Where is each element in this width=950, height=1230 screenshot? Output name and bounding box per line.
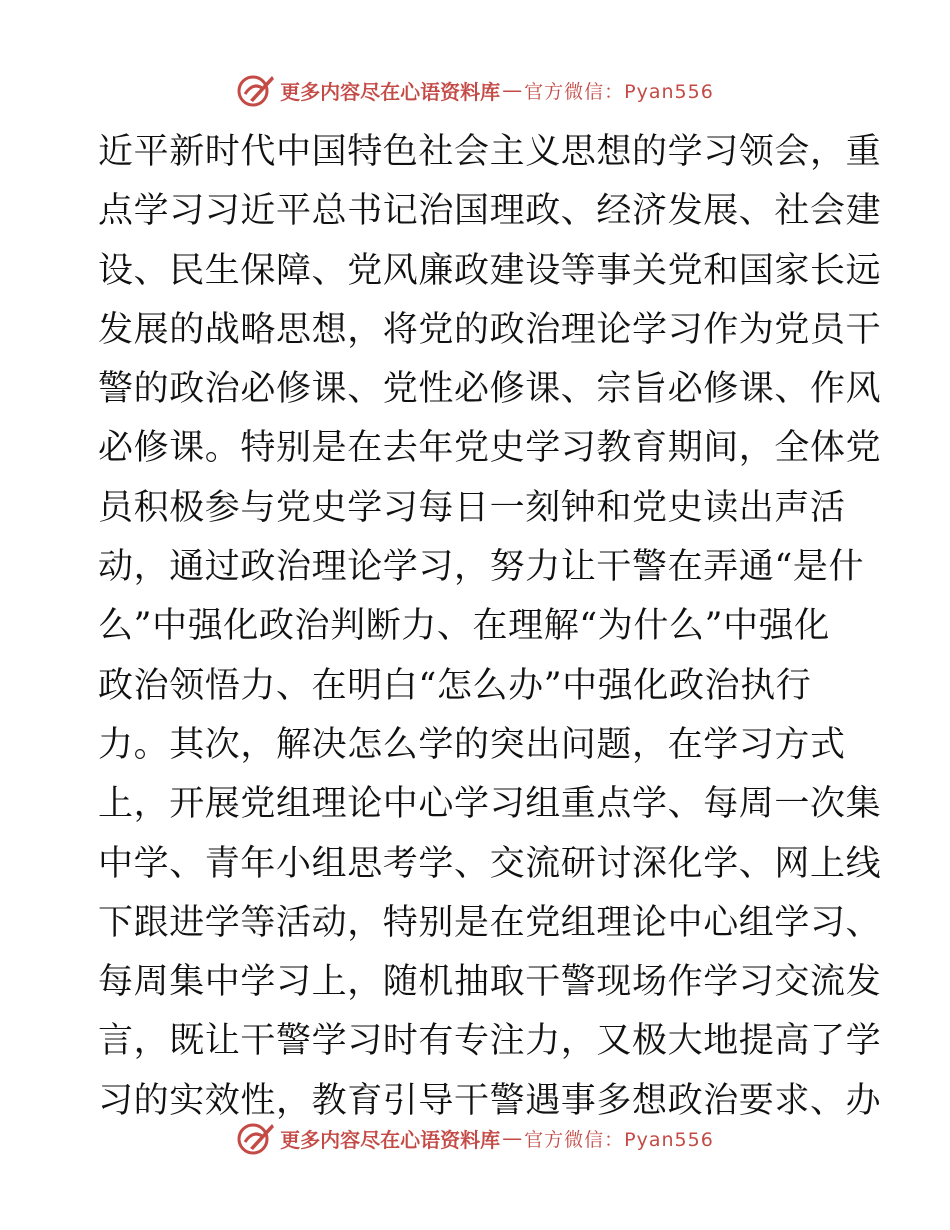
body-line: 中学、青年小组思考学、交流研讨深化学、网上线 (98, 843, 882, 884)
body-line: 必修课。特别是在去年党史学习教育期间，全体党 (98, 428, 882, 469)
header-brand-text: 更多内容尽在心语资料库 (280, 79, 501, 104)
body-line: 警的政治必修课、党性必修课、宗旨必修课、作风 (98, 369, 882, 410)
pen-logo-icon (236, 72, 276, 108)
body-line: 动，通过政治理论学习，努力让干警在弄通“是什 (98, 547, 865, 588)
body-line: 每周集中学习上，随机抽取干警现场作学习交流发 (98, 962, 882, 1003)
document-body (98, 123, 882, 1131)
footer-banner (0, 1116, 950, 1160)
footer-brand-text: 更多内容尽在心语资料库 (280, 1127, 501, 1152)
body-line: 点学习习近平总书记治国理政、经济发展、社会建 (98, 191, 882, 232)
header-wechat-text: 官方微信：Pyan556 (524, 80, 714, 103)
footer-wechat-text: 官方微信：Pyan556 (524, 1128, 714, 1151)
pen-logo-icon (236, 1120, 276, 1156)
body-line: 言，既让干警学习时有专注力，又极大地提高了学 (98, 1021, 882, 1062)
body-line: 么”中强化政治判断力、在理解“为什么”中强化 (98, 606, 830, 647)
body-line: 习的实效性，教育引导干警遇事多想政治要求、办 (98, 1080, 882, 1121)
body-line: 力。其次，解决怎么学的突出问题，在学习方式 (98, 724, 846, 765)
body-line: 上，开展党组理论中心学习组重点学、每周一次集 (98, 784, 882, 825)
header-dash: — (502, 78, 523, 102)
body-line: 发展的战略思想，将党的政治理论学习作为党员干 (98, 309, 882, 350)
body-line: 下跟进学等活动，特别是在党组理论中心组学习、 (98, 902, 882, 943)
body-line: 员积极参与党史学习每日一刻钟和党史读出声活 (98, 487, 846, 528)
body-line: 近平新时代中国特色社会主义思想的学习领会，重 (98, 132, 882, 172)
body-line: 设、民生保障、党风廉政建设等事关党和国家长远 (98, 250, 882, 291)
header-banner (0, 68, 950, 112)
body-line: 政治领悟力、在明白“怎么办”中强化政治执行 (98, 665, 812, 706)
footer-dash: — (502, 1126, 523, 1150)
